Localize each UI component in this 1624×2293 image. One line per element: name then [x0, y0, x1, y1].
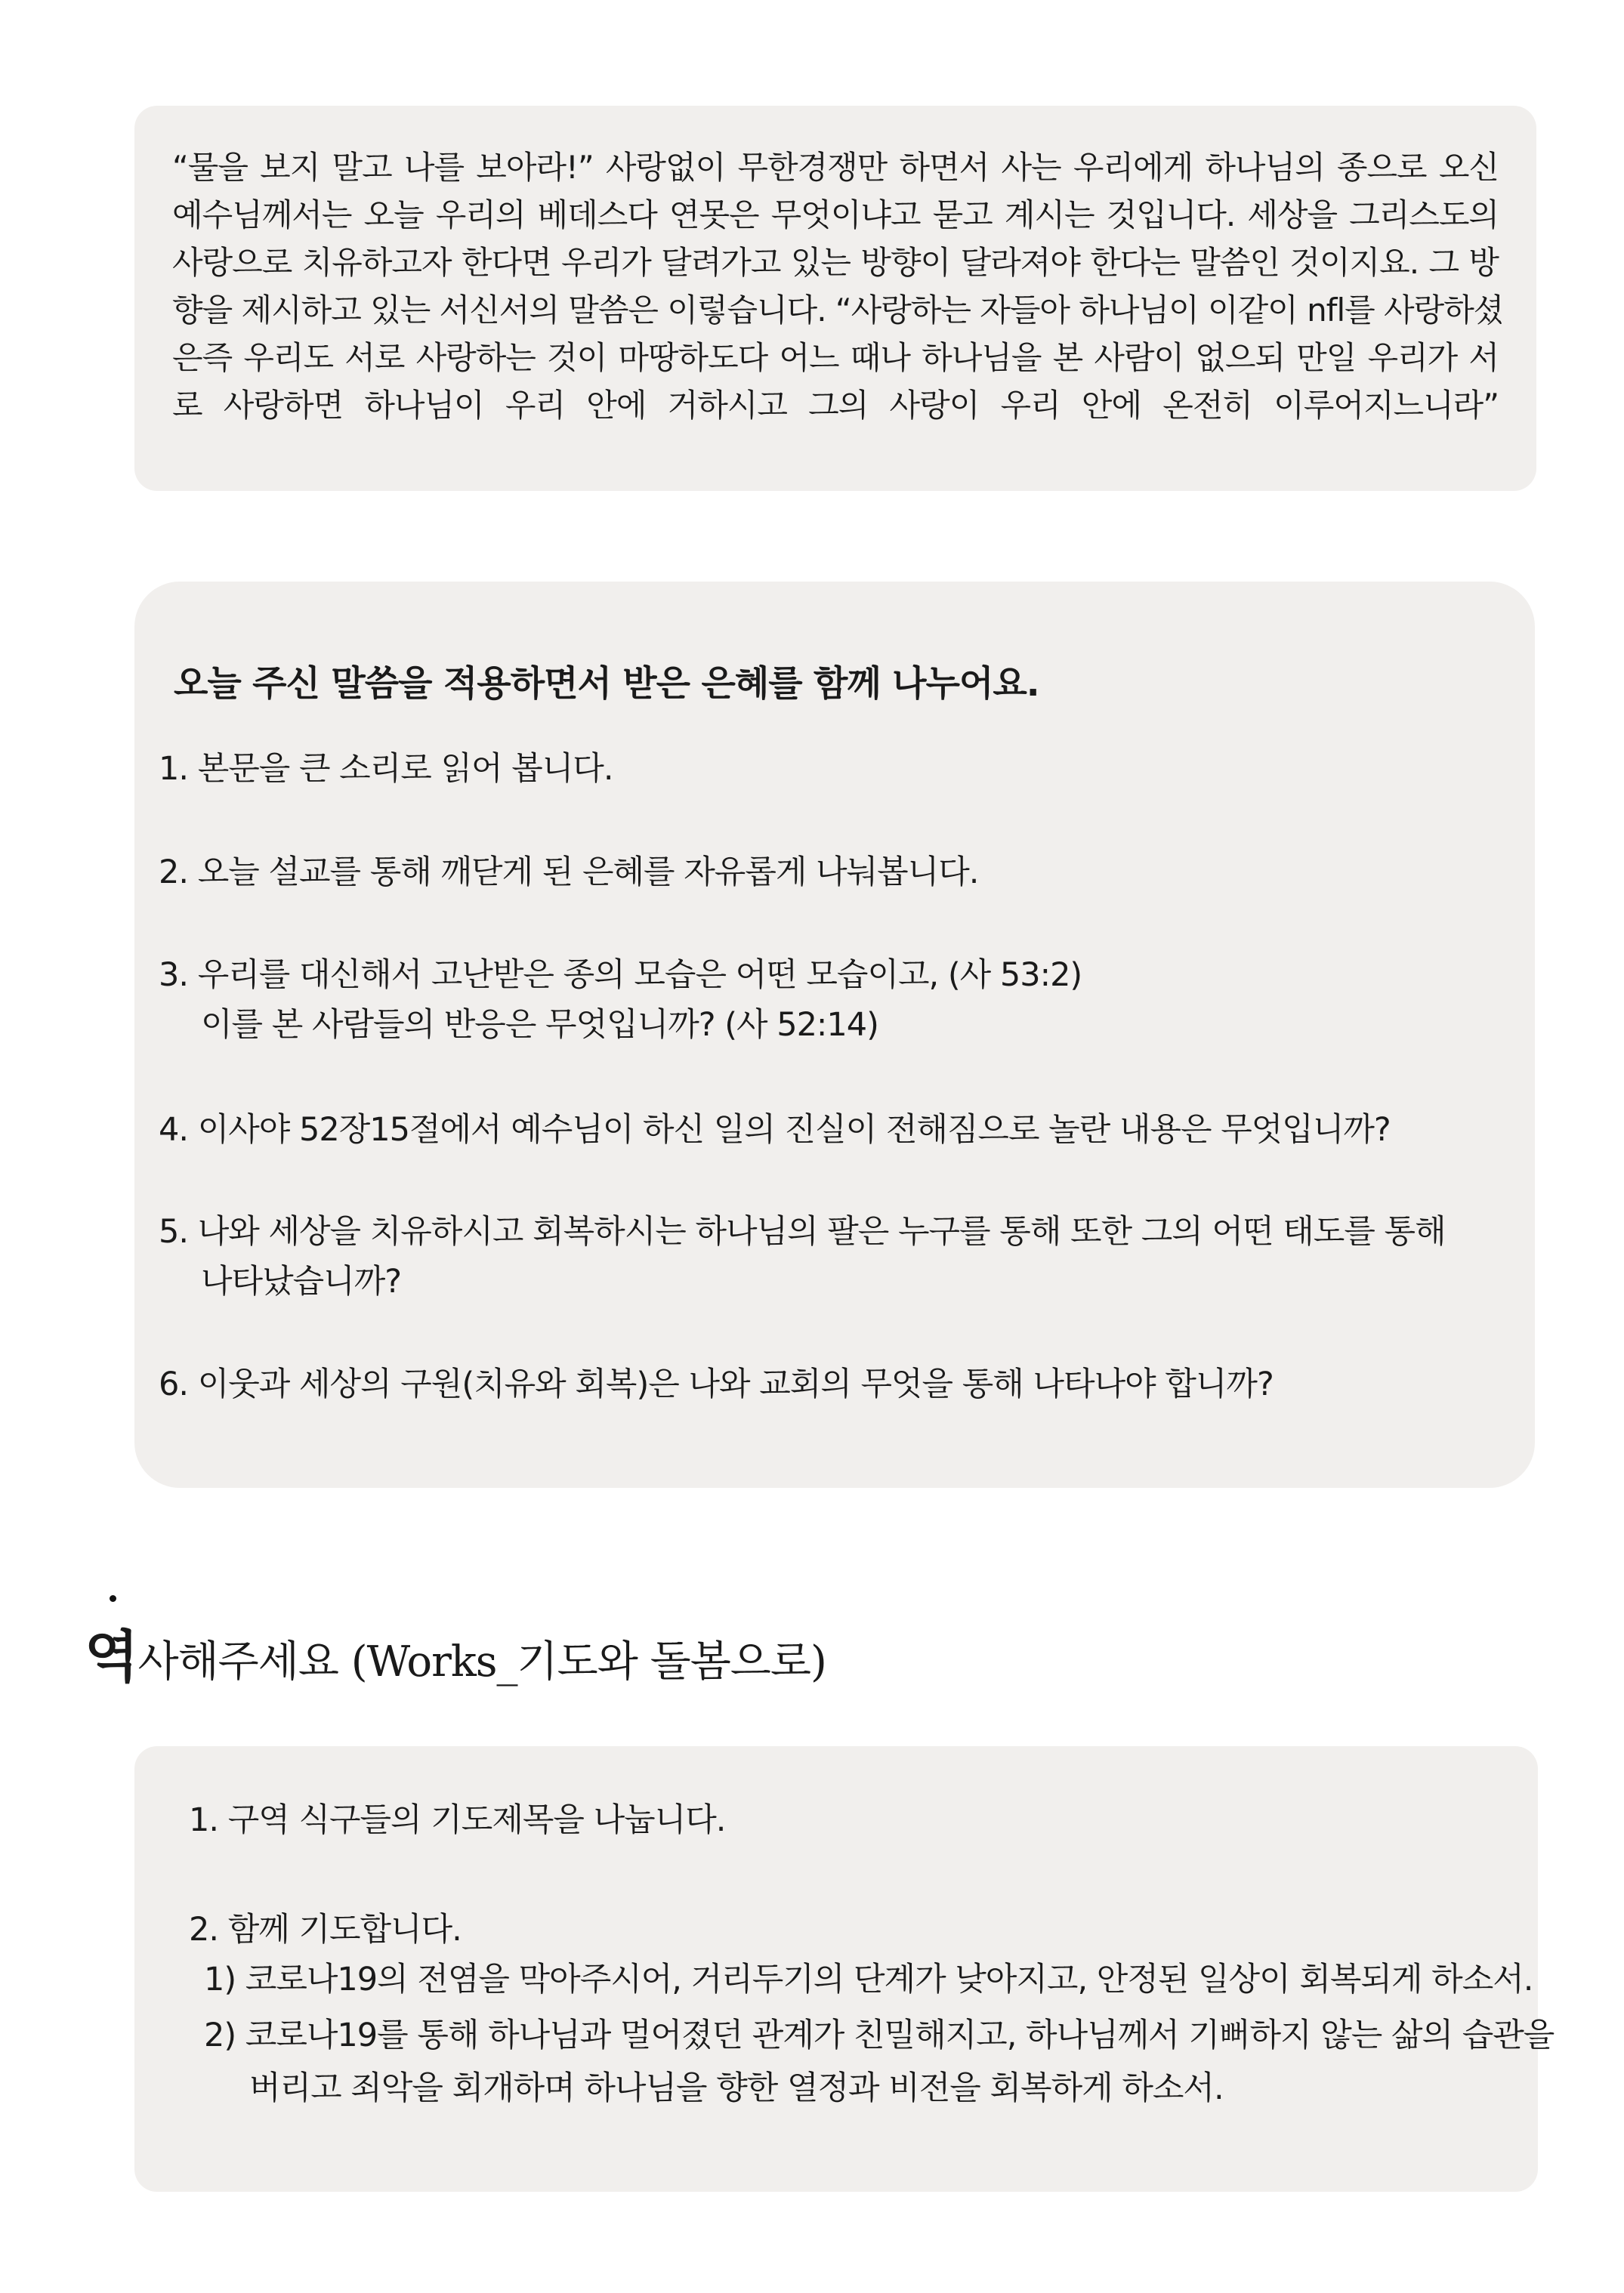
question-text: 4. 이사야 52장15절에서 예수님이 하신 일의 진실이 전해짐으로 놀란 내용은 무엇입니까? [159, 1111, 1391, 1149]
quote-line: 예수님께서는 오늘 우리의 베데스다 연못은 무엇이냐고 묻고 계시는 것입니다. 세상을 그리스도의 [172, 196, 1499, 233]
quote-line: 로 사랑하면 하나님이 우리 안에 거하시고 그의 사랑이 우리 안에 온전히 이루어지느니라” [172, 387, 1499, 424]
prayer-box [134, 1746, 1555, 2192]
section-title-rest: 사해주세요 (Works_기도와 돌봄으로) [137, 1637, 826, 1687]
question-text: 1. 본문을 큰 소리로 읽어 봅니다. [159, 750, 613, 788]
title-decoration-dot [110, 1595, 116, 1602]
prayer-item: 2. 함께 기도합니다. [189, 1911, 462, 1949]
discussion-box [134, 582, 1535, 1488]
question-item [159, 744, 613, 794]
question-text: 3. 우리를 대신해서 고난받은 종의 모습은 어떤 모습이고, (사 53:2) [159, 956, 1082, 994]
sermon-quote-box [134, 106, 1536, 491]
question-text-continued: 이를 본 사람들의 반응은 무엇입니까? (사 52:14) [201, 1006, 878, 1044]
discussion-title: 오늘 주신 말씀을 적용하면서 받은 은혜를 함께 나누어요. [174, 663, 1039, 705]
quote-line: 사랑으로 치유하고자 한다면 우리가 달려가고 있는 방향이 달라져야 한다는 말씀인 것이지요. 그 방 [172, 244, 1499, 281]
question-item [159, 847, 978, 897]
question-text: 6. 이웃과 세상의 구원(치유와 회복)은 나와 교회의 무엇을 통해 나타나야 합니까? [159, 1366, 1274, 1403]
section-title-initial: 역 [85, 1625, 138, 1690]
question-text-continued: 나타났습니까? [201, 1263, 402, 1301]
question-text: 2. 오늘 설교를 통해 깨닫게 된 은혜를 자유롭게 나눠봅니다. [159, 853, 979, 891]
quote-line: 은즉 우리도 서로 사랑하는 것이 마땅하도다 어느 때나 하나님을 본 사람이 없으되 만일 우리가 서 [172, 339, 1499, 376]
question-item [159, 1207, 1446, 1307]
quote-line: “물을 보지 말고 나를 보아라!” 사랑없이 무한경쟁만 하면서 사는 우리에게 하나님의 종으로 오신 [172, 149, 1499, 186]
question-item [159, 1359, 1274, 1409]
prayer-sub-item: 1) 코로나19의 전염을 막아주시어, 거리두기의 단계가 낮아지고, 안정된 일상이 회복되게 하소서. [204, 1961, 1533, 1998]
prayer-sub-item: 2) 코로나19를 통해 하나님과 멀어졌던 관계가 친밀해지고, 하나님께서 기뻐하지 않는 삶의 습관을 [204, 2017, 1555, 2054]
question-text: 5. 나와 세상을 치유하시고 회복하시는 하나님의 팔은 누구를 통해 또한 그의 어떤 태도를 통해 [159, 1213, 1446, 1251]
quote-line: 향을 제시하고 있는 서신서의 말씀은 이렇습니다. “사랑하는 자들아 하나님이 이같이 nfl를 사랑하셨 [172, 292, 1504, 329]
question-item [159, 1105, 1391, 1155]
section-title [85, 1613, 826, 1693]
prayer-sub-item-continued: 버리고 죄악을 회개하며 하나님을 향한 열정과 비전을 회복하게 하소서. [249, 2069, 1224, 2107]
prayer-item: 1. 구역 식구들의 기도제목을 나눕니다. [189, 1801, 726, 1839]
question-item [159, 950, 1082, 1050]
